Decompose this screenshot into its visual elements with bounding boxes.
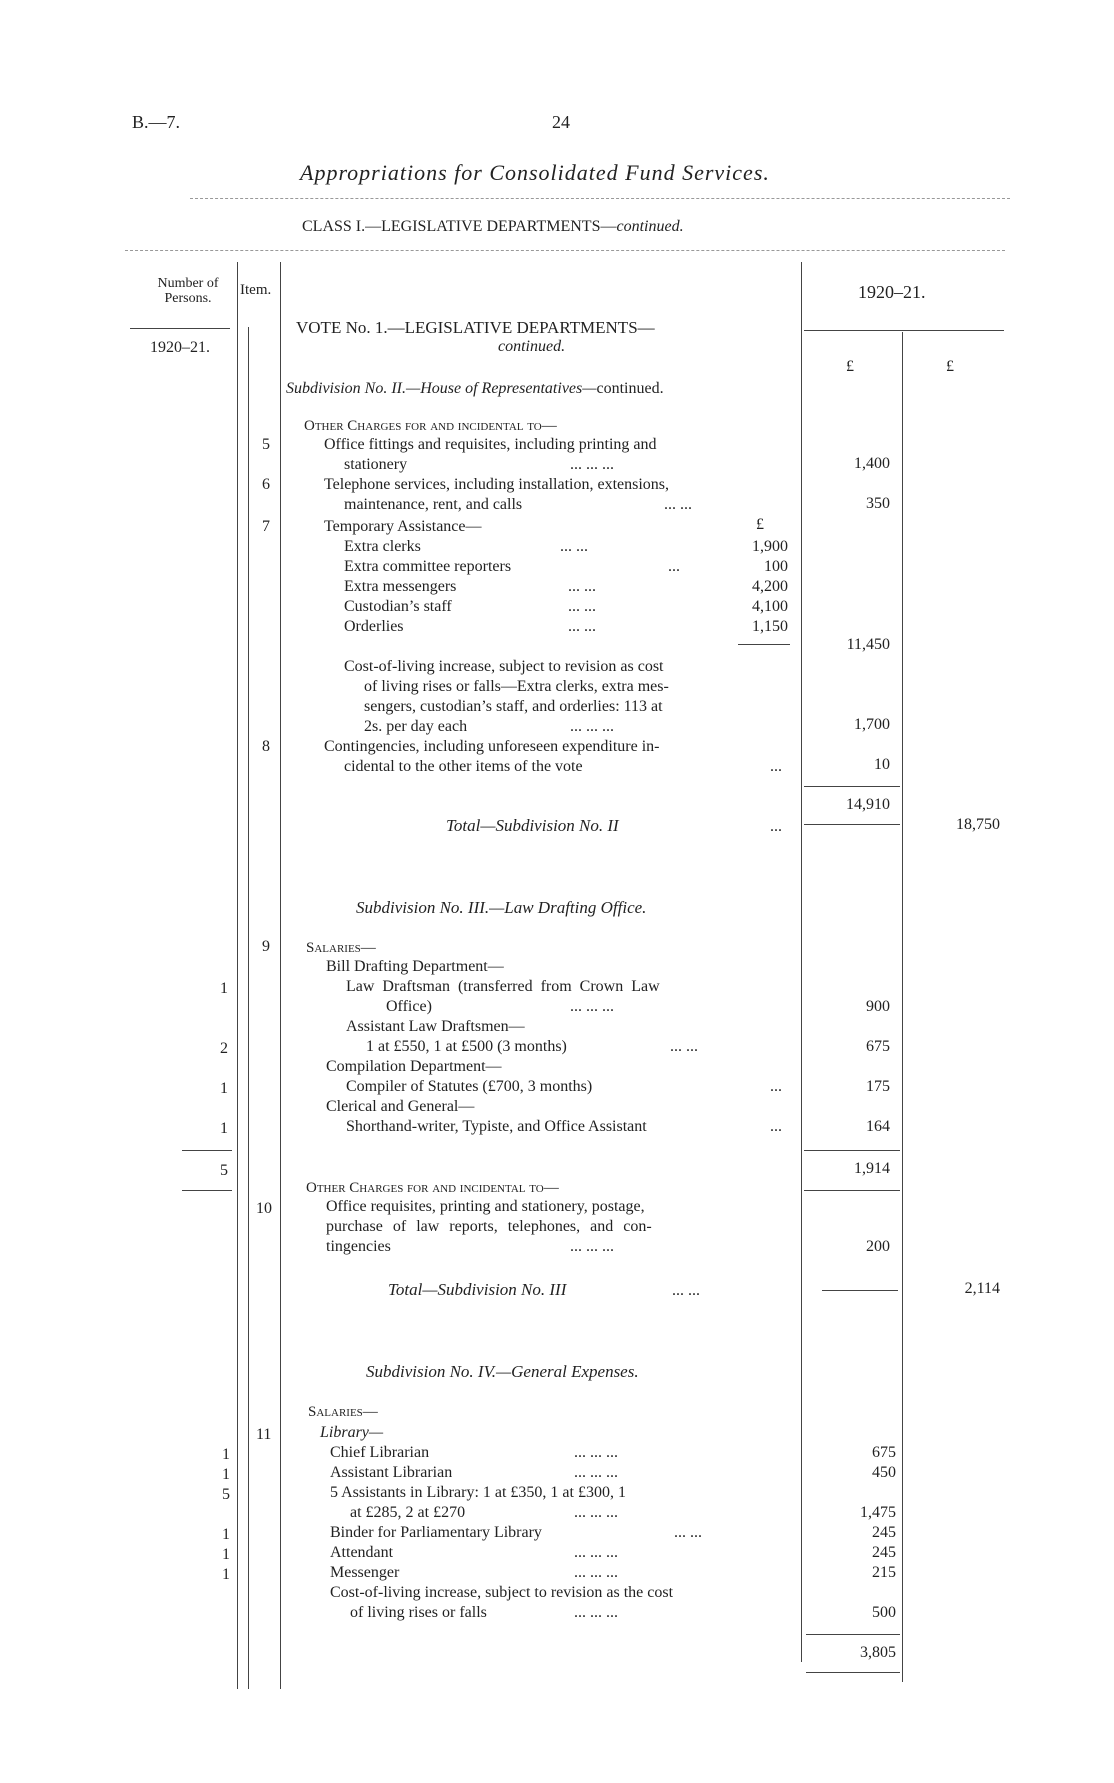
leader-dots: ... ... ... <box>570 998 614 1015</box>
page-title: Appropriations for Consolidated Fund Services. <box>300 160 770 185</box>
amount: 350 <box>866 495 890 512</box>
temp-label: Extra messengers <box>344 578 457 595</box>
persons-count: 1 <box>222 1566 230 1583</box>
leader-dots: ... ... <box>568 598 596 615</box>
item-number: 7 <box>262 518 270 535</box>
clerical-detail: Shorthand-writer, Typiste, and Office Assistant <box>346 1118 647 1135</box>
assistant-law-draftsmen: Assistant Law Draftsmen— <box>346 1018 525 1035</box>
item-header: Item. <box>240 282 272 298</box>
amount: 245 <box>872 1524 896 1541</box>
leader-dots: ... ... ... <box>574 1464 618 1481</box>
compiler-detail: Compiler of Statutes (£700, 3 months) <box>346 1078 593 1095</box>
law-draftsman: Law Draftsman (transferred from Crown Law <box>346 978 660 995</box>
binder: Binder for Parliamentary Library <box>330 1524 542 1541</box>
attendant: Attendant <box>330 1544 394 1561</box>
leader-dots: ... <box>770 758 782 775</box>
persons-count: 1 <box>222 1546 230 1563</box>
page-number: 24 <box>552 112 570 132</box>
leader-dots: ... ... <box>674 1524 702 1541</box>
item-desc: maintenance, rent, and calls <box>344 496 523 513</box>
temp-amount: 4,200 <box>752 578 788 595</box>
item-desc: Contingencies, including unforeseen expenditure in- <box>324 738 660 755</box>
bill-drafting-dept: Bill Drafting Department— <box>326 958 504 975</box>
sub3-total-label: Total—Subdivision No. III <box>388 1280 567 1299</box>
persons-count: 1 <box>220 980 228 997</box>
sub3-other-charges: Other Charges for and incidental to— <box>306 1180 559 1196</box>
amount: 245 <box>872 1544 896 1561</box>
temp-label: Extra committee reporters <box>344 558 512 575</box>
leader-dots: ... ... ... <box>570 1238 614 1255</box>
persons-count: 1 <box>220 1080 228 1097</box>
leader-dots: ... ... <box>568 578 596 595</box>
sub4-col-text: Cost-of-living increase, subject to revision as the cost <box>330 1584 674 1601</box>
persons-count: 1 <box>222 1446 230 1463</box>
leader-dots: ... <box>770 1118 782 1135</box>
page-id: B.—7. <box>132 112 181 132</box>
leader-dots: ... ... ... <box>574 1604 618 1621</box>
year-header: 1920–21. <box>858 282 926 302</box>
assistant-librarian: Assistant Librarian <box>330 1464 453 1481</box>
item-desc: Temporary Assistance— <box>324 518 482 535</box>
class-heading: CLASS I.—LEGISLATIVE DEPARTMENTS—continued. <box>302 218 684 235</box>
persons-count: 5 <box>222 1486 230 1503</box>
sub4-col-text: of living rises or falls <box>350 1604 487 1621</box>
sub3-salaries: Salaries— <box>306 940 376 956</box>
item-number: 10 <box>256 1200 272 1217</box>
amount: 175 <box>866 1078 890 1095</box>
pound-sign: £ <box>756 516 764 533</box>
chief-librarian: Chief Librarian <box>330 1444 430 1461</box>
amount: 900 <box>866 998 890 1015</box>
item-desc: Office fittings and requisites, including printing and <box>324 436 657 453</box>
leader-dots: ... ... ... <box>570 718 614 735</box>
item-number: 6 <box>262 476 270 493</box>
compilation-dept: Compilation Department— <box>326 1058 502 1075</box>
col-text: Cost-of-living increase, subject to revision as cost <box>344 658 664 675</box>
pound-col1: £ <box>846 358 854 375</box>
vote-continued: continued. <box>498 338 566 355</box>
persons-count: 2 <box>220 1040 228 1057</box>
sub2-subtotal: 14,910 <box>846 796 890 813</box>
sub2-other-charges: Other Charges for and incidental to— <box>304 418 557 434</box>
leader-dots: ... ... <box>560 538 588 555</box>
col-text: 2s. per day each <box>364 718 468 735</box>
leader-dots: ... <box>770 818 782 835</box>
item-desc-divider <box>280 262 281 1689</box>
sub2-heading: Subdivision No. II.—House of Representatives—continued. <box>286 380 664 397</box>
temp-label: Orderlies <box>344 618 404 635</box>
col-amount: 1,700 <box>854 716 890 733</box>
sub3-total: 2,114 <box>964 1280 1000 1297</box>
desc-amount-divider <box>801 262 802 1662</box>
amount: 450 <box>872 1464 896 1481</box>
item10-desc: tingencies <box>326 1238 391 1255</box>
temp-amount: 4,100 <box>752 598 788 615</box>
amount-amount-divider <box>902 332 903 1682</box>
sub2-total-label: Total—Subdivision No. II <box>446 816 619 835</box>
sub2-total: 18,750 <box>956 816 1000 833</box>
assistants-in-library: at £285, 2 at £270 <box>350 1504 466 1521</box>
law-draftsman: Office) <box>386 998 432 1015</box>
item-inner-divider <box>248 327 249 1689</box>
persons-count: 1 <box>222 1466 230 1483</box>
vote-title: VOTE No. 1.—LEGISLATIVE DEPARTMENTS— <box>296 318 655 337</box>
amount: 164 <box>866 1118 890 1135</box>
sub3-heading: Subdivision No. III.—Law Drafting Office. <box>356 898 647 917</box>
amount: 675 <box>866 1038 890 1055</box>
leader-dots: ... ... ... <box>574 1504 618 1521</box>
amount: 215 <box>872 1564 896 1581</box>
temp-amount: 1,900 <box>752 538 788 555</box>
item10-desc: purchase of law reports, telephones, and con- <box>326 1218 652 1235</box>
col-text: sengers, custodian’s staff, and orderlies: 113 at <box>364 698 663 715</box>
ald-detail: 1 at £550, 1 at £500 (3 months) <box>366 1038 567 1055</box>
sub4-subtotal: 3,805 <box>860 1644 896 1661</box>
leader-dots: ... ... ... <box>570 456 614 473</box>
persons-total: 5 <box>220 1162 228 1179</box>
temp-amount: 100 <box>764 558 788 575</box>
amount: 675 <box>872 1444 896 1461</box>
messenger: Messenger <box>330 1564 400 1581</box>
clerical-general: Clerical and General— <box>326 1098 475 1115</box>
item-desc: cidental to the other items of the vote <box>344 758 583 775</box>
amount: 1,400 <box>854 455 890 472</box>
persons-year: 1920–21. <box>150 339 210 356</box>
temp-total: 11,450 <box>846 636 890 653</box>
item10-desc: Office requisites, printing and stationery, postage, <box>326 1198 645 1215</box>
item-desc: stationery <box>344 456 408 473</box>
leader-dots: ... ... <box>568 618 596 635</box>
item-number: 8 <box>262 738 270 755</box>
item10-amount: 200 <box>866 1238 890 1255</box>
item-number: 11 <box>256 1426 272 1443</box>
item8-amount: 10 <box>874 756 890 773</box>
amount: 1,475 <box>860 1504 896 1521</box>
sub4-col-amount: 500 <box>872 1604 896 1621</box>
temp-label: Custodian’s staff <box>344 598 452 615</box>
leader-dots: ... <box>770 1078 782 1095</box>
leader-dots: ... ... <box>664 496 692 513</box>
item-number: 9 <box>262 938 270 955</box>
item-desc: Telephone services, including installation, extensions, <box>324 476 670 493</box>
leader-dots: ... ... <box>672 1282 700 1299</box>
item-number: 5 <box>262 436 270 453</box>
leader-dots: ... ... ... <box>574 1444 618 1461</box>
temp-amount: 1,150 <box>752 618 788 635</box>
leader-dots: ... ... <box>670 1038 698 1055</box>
leader-dots: ... <box>668 558 680 575</box>
library-label: Library— <box>320 1424 384 1441</box>
persons-count: 1 <box>222 1526 230 1543</box>
col-text: of living rises or falls—Extra clerks, extra mes- <box>364 678 669 695</box>
sub4-salaries: Salaries— <box>308 1404 378 1420</box>
pound-col2: £ <box>946 358 954 375</box>
persons-count: 1 <box>220 1120 228 1137</box>
sub4-heading: Subdivision No. IV.—General Expenses. <box>366 1362 639 1381</box>
salaries-total: 1,914 <box>854 1160 890 1177</box>
temp-label: Extra clerks <box>344 538 421 555</box>
assistants-in-library: 5 Assistants in Library: 1 at £350, 1 at £300, 1 <box>330 1484 626 1501</box>
leader-dots: ... ... ... <box>574 1544 618 1561</box>
number-of-persons-header: Number of Persons. <box>157 276 219 306</box>
leader-dots: ... ... ... <box>574 1564 618 1581</box>
persons-item-divider <box>237 262 238 1689</box>
